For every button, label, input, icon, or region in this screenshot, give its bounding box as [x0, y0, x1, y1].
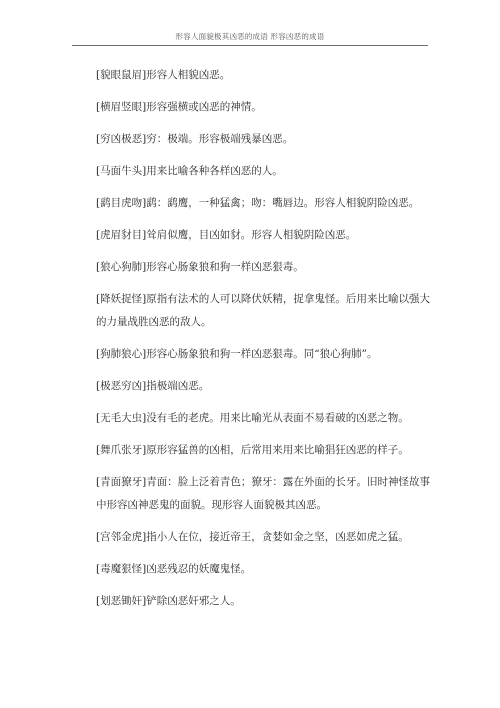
- idiom-entry: [96, 343, 430, 366]
- idiom-entry: [96, 160, 430, 183]
- idiom-term: [狗肺狼心]: [96, 348, 147, 360]
- idiom-entry: [96, 96, 430, 119]
- idiom-definition: 形容人相貌凶恶。: [146, 69, 231, 81]
- idiom-definition: 耸肩似鹰，目凶如豺。形容人相貌阴险凶恶。: [146, 229, 357, 241]
- idiom-entry: [96, 439, 430, 462]
- idiom-definition: 凶恶残忍的妖魔鬼怪。: [146, 563, 252, 575]
- idiom-list: [96, 64, 430, 622]
- idiom-entry: [96, 128, 430, 151]
- idiom-definition: 原形容猛兽的凶相，后常用来用来比喻猖狂凶恶的样子。: [146, 444, 409, 456]
- idiom-term: [划恶锄奸]: [96, 595, 147, 607]
- idiom-term: [降妖捉怪]: [96, 293, 147, 305]
- idiom-term: [极恶穷凶]: [96, 380, 147, 392]
- idiom-term: [横眉竖眼]: [96, 101, 147, 113]
- header-divider: [72, 45, 428, 46]
- idiom-entry: [96, 471, 430, 517]
- idiom-term: [穷凶极恶]: [96, 133, 147, 145]
- idiom-entry: [96, 224, 430, 247]
- idiom-term: [狼心狗肺]: [96, 261, 147, 273]
- idiom-term: [虎眉豺目]: [96, 229, 147, 241]
- idiom-definition: 用来比喻各种各样凶恶的人。: [146, 165, 283, 177]
- idiom-entry: [96, 256, 430, 279]
- idiom-entry: [96, 526, 430, 549]
- idiom-term: [无毛大虫]: [96, 412, 147, 424]
- idiom-entry: [96, 590, 430, 613]
- idiom-term: [青面獠牙]: [96, 476, 147, 488]
- idiom-definition: 铲除凶恶奸邪之人。: [146, 595, 241, 607]
- idiom-definition: 原指有法术的人可以降伏妖精，捉拿鬼怪。后用来比喻以强大的力量战胜凶恶的敌人。: [96, 293, 430, 328]
- idiom-definition: 形容强横或凶恶的神情。: [146, 101, 262, 113]
- idiom-entry: [96, 192, 430, 215]
- idiom-term: [鹞目虎吻]: [96, 197, 147, 209]
- idiom-definition: 鹞：鹞鹰，一种猛禽；吻：嘴唇边。形容人相貌阴险凶恶。: [146, 197, 420, 209]
- idiom-term: [马面牛头]: [96, 165, 147, 177]
- idiom-term: [貌眼鼠眉]: [96, 69, 147, 81]
- idiom-entry: [96, 558, 430, 581]
- idiom-definition: 青面：脸上泛着青色；獠牙：露在外面的长牙。旧时神怪故事中形容凶神恶鬼的面貌。现形容人面貌极其凶恶。: [96, 476, 430, 511]
- idiom-definition: 指小人在位，接近帝王，贪婪如金之坚，凶恶如虎之猛。: [146, 531, 409, 543]
- idiom-term: [宫邻金虎]: [96, 531, 147, 543]
- idiom-entry: [96, 407, 430, 430]
- idiom-entry: [96, 288, 430, 334]
- idiom-definition: 穷：极端。形容极端残暴凶恶。: [146, 133, 294, 145]
- idiom-definition: 指极端凶恶。: [146, 380, 210, 392]
- idiom-entry: [96, 64, 430, 87]
- idiom-definition: 没有毛的老虎。用来比喻光从表面不易看破的凶恶之物。: [146, 412, 409, 424]
- page-header: 形容人面貌极其凶恶的成语 形容凶恶的成语: [175, 32, 325, 41]
- idiom-definition: 形容心肠象狼和狗一样凶恶狠毒。同“狼心狗肺”。: [146, 348, 378, 360]
- idiom-definition: 形容心肠象狼和狗一样凶恶狠毒。: [146, 261, 304, 273]
- idiom-entry: [96, 375, 430, 398]
- idiom-term: [毒魔狠怪]: [96, 563, 147, 575]
- idiom-term: [舞爪张牙]: [96, 444, 147, 456]
